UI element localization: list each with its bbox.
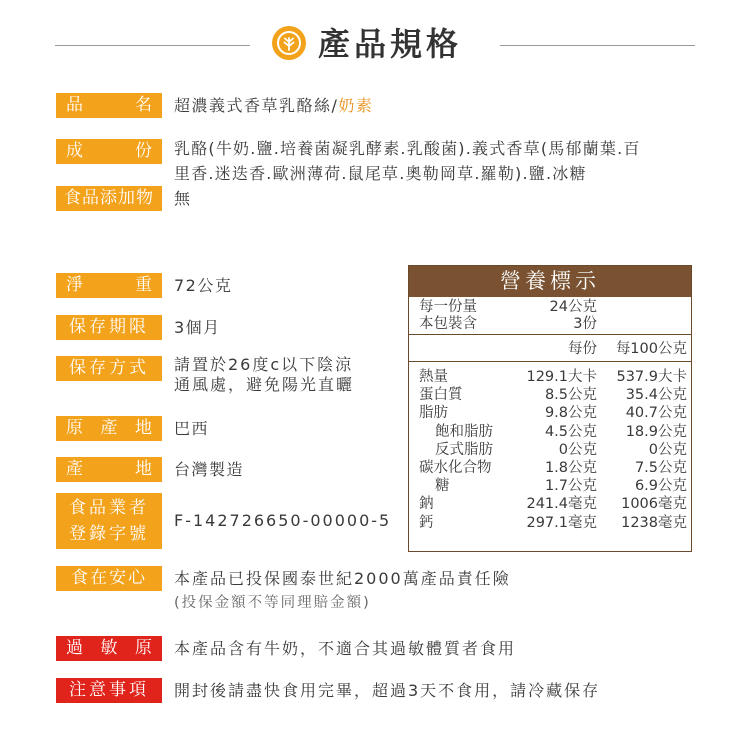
- allergen-value: 本產品含有牛奶，不適合其過敏體質者食用: [174, 639, 517, 658]
- label-text: 注意事項: [69, 680, 149, 700]
- nutrient-per-serving: 1.8公克: [544, 460, 597, 476]
- nutrient-name: 熱量: [419, 369, 448, 385]
- nutrient-per-serving: 1.7公克: [544, 478, 597, 495]
- servings-label: 本包裝含: [419, 316, 477, 332]
- nutrient-name: 糖: [435, 478, 450, 495]
- nutrient-row: [409, 495, 691, 513]
- net-weight-value: 72公克: [174, 276, 233, 295]
- origin-value: 巴西: [174, 419, 210, 438]
- label-char: 地: [135, 459, 152, 479]
- nutrient-per-serving: 4.5公克: [544, 423, 597, 440]
- label-line: 食品業者: [69, 498, 149, 518]
- label-char: 原: [66, 418, 83, 438]
- label-char: 成: [66, 141, 83, 161]
- nutrient-row: [409, 386, 691, 404]
- label-shelf-life: [56, 315, 162, 340]
- nutrient-per-serving: 297.1毫克: [526, 514, 597, 531]
- label-product-name: [56, 93, 162, 118]
- label-char: 重: [135, 275, 152, 295]
- nutrition-title: 營養標示: [409, 266, 691, 297]
- nutrient-row: [409, 514, 691, 532]
- page-title: 產品規格: [318, 25, 463, 63]
- label-ingredients: [56, 139, 162, 164]
- safety-value: [174, 566, 511, 616]
- label-char: 地: [135, 418, 152, 438]
- ingredients-line: 乳酪(牛奶.鹽.培養菌凝乳酵素.乳酸菌).義式香草(馬郁蘭葉.百: [174, 139, 641, 158]
- label-char: 產: [66, 459, 83, 479]
- nutrient-name: 飽和脂肪: [435, 423, 493, 440]
- nutrient-per-100g: 1238毫克: [621, 514, 687, 531]
- registration-value: F-142726650-00000-5: [174, 511, 392, 530]
- page-header: [0, 20, 750, 70]
- nutrient-per-100g: 6.9公克: [634, 478, 687, 495]
- nutrient-per-100g: 7.5公克: [634, 460, 687, 476]
- safety-line: 本產品已投保國泰世紀2000萬產品責任險: [174, 569, 511, 588]
- shelf-life-value: 3個月: [174, 318, 221, 337]
- header-divider-left: [55, 45, 250, 46]
- nutrient-row: [409, 441, 691, 459]
- column-header-row: [409, 340, 691, 358]
- nutrient-name: 蛋白質: [419, 387, 463, 404]
- additives-value: 無: [174, 189, 192, 208]
- leaf-icon: [272, 26, 306, 60]
- label-net-weight: [56, 273, 162, 298]
- nutrient-name: 反式脂肪: [435, 441, 493, 458]
- nutrient-name: 鈣: [419, 514, 434, 531]
- label-allergen: [56, 636, 162, 661]
- label-char: 原: [135, 638, 152, 658]
- nutrient-per-serving: 9.8公克: [544, 405, 597, 422]
- storage-line: 通風處，避免陽光直曬: [174, 375, 355, 394]
- serving-size-value: 24公克: [549, 299, 597, 315]
- label-char: 品: [66, 95, 83, 115]
- nutrient-row: [409, 368, 691, 386]
- nutrient-row: [409, 477, 691, 495]
- nutrient-row: [409, 423, 691, 441]
- nutrient-name: 鈉: [419, 496, 434, 513]
- label-text: 保存方式: [69, 358, 149, 378]
- nutrient-per-serving: 8.5公克: [544, 387, 597, 404]
- label-place: [56, 457, 162, 482]
- label-registration: [56, 493, 162, 549]
- nutrient-per-100g: 18.9公克: [625, 423, 687, 440]
- table-divider: [409, 334, 691, 335]
- ingredients-line: 里香.迷迭香.歐洲薄荷.鼠尾草.奧勒岡草.羅勒).鹽.冰糖: [174, 164, 587, 183]
- col-header-per-100g: 每100公克: [615, 341, 687, 357]
- servings-value: 3份: [573, 316, 597, 332]
- label-text: 食在安心: [71, 568, 147, 588]
- label-text: 保存期限: [69, 317, 149, 337]
- label-notice: [56, 678, 162, 703]
- serving-size-row: [409, 298, 691, 316]
- product-name-value: [174, 93, 373, 118]
- servings-row: [409, 315, 691, 333]
- nutrient-name: 碳水化合物: [419, 460, 492, 476]
- nutrient-per-serving: 241.4毫克: [526, 496, 597, 513]
- label-text: 食品添加物: [64, 188, 154, 208]
- serving-size-label: 每一份量: [419, 299, 477, 315]
- label-origin: [56, 416, 162, 441]
- table-divider: [409, 361, 691, 362]
- nutrition-table: [408, 265, 692, 552]
- notice-value: 開封後請盡快食用完畢，超過3天不食用，請冷藏保存: [174, 681, 601, 700]
- header-divider-right: [500, 45, 695, 46]
- nutrient-row: [409, 459, 691, 477]
- vegetarian-tag: 奶素: [338, 96, 374, 115]
- storage-value: [174, 355, 354, 395]
- nutrient-per-100g: 0公克: [648, 441, 687, 458]
- nutrient-per-100g: 40.7公克: [625, 405, 687, 422]
- label-char: 敏: [100, 638, 118, 658]
- nutrient-per-serving: 129.1大卡: [526, 369, 597, 385]
- storage-line: 請置於26度c以下陰涼: [174, 355, 354, 374]
- label-char: 份: [135, 141, 152, 161]
- nutrient-row: [409, 404, 691, 422]
- place-value: 台灣製造: [174, 460, 245, 479]
- nutrient-name: 脂肪: [419, 405, 448, 422]
- nutrient-per-100g: 1006毫克: [621, 496, 687, 513]
- ingredients-value: [174, 136, 641, 186]
- safety-note: (投保金額不等同理賠金額): [174, 595, 371, 611]
- nutrient-per-100g: 537.9大卡: [616, 369, 687, 385]
- label-char: 淨: [66, 275, 83, 295]
- label-safety: [56, 566, 162, 591]
- label-char: 過: [66, 638, 83, 658]
- label-line: 登錄字號: [69, 524, 149, 544]
- product-name-text: 超濃義式香草乳酪絲/: [174, 96, 339, 115]
- nutrient-per-serving: 0公克: [558, 441, 597, 458]
- label-storage: [56, 356, 162, 381]
- label-additives: [56, 186, 162, 211]
- col-header-per-serving: 每份: [568, 341, 597, 357]
- label-char: 名: [135, 95, 152, 115]
- nutrient-per-100g: 35.4公克: [625, 387, 687, 404]
- label-char: 產: [100, 418, 118, 438]
